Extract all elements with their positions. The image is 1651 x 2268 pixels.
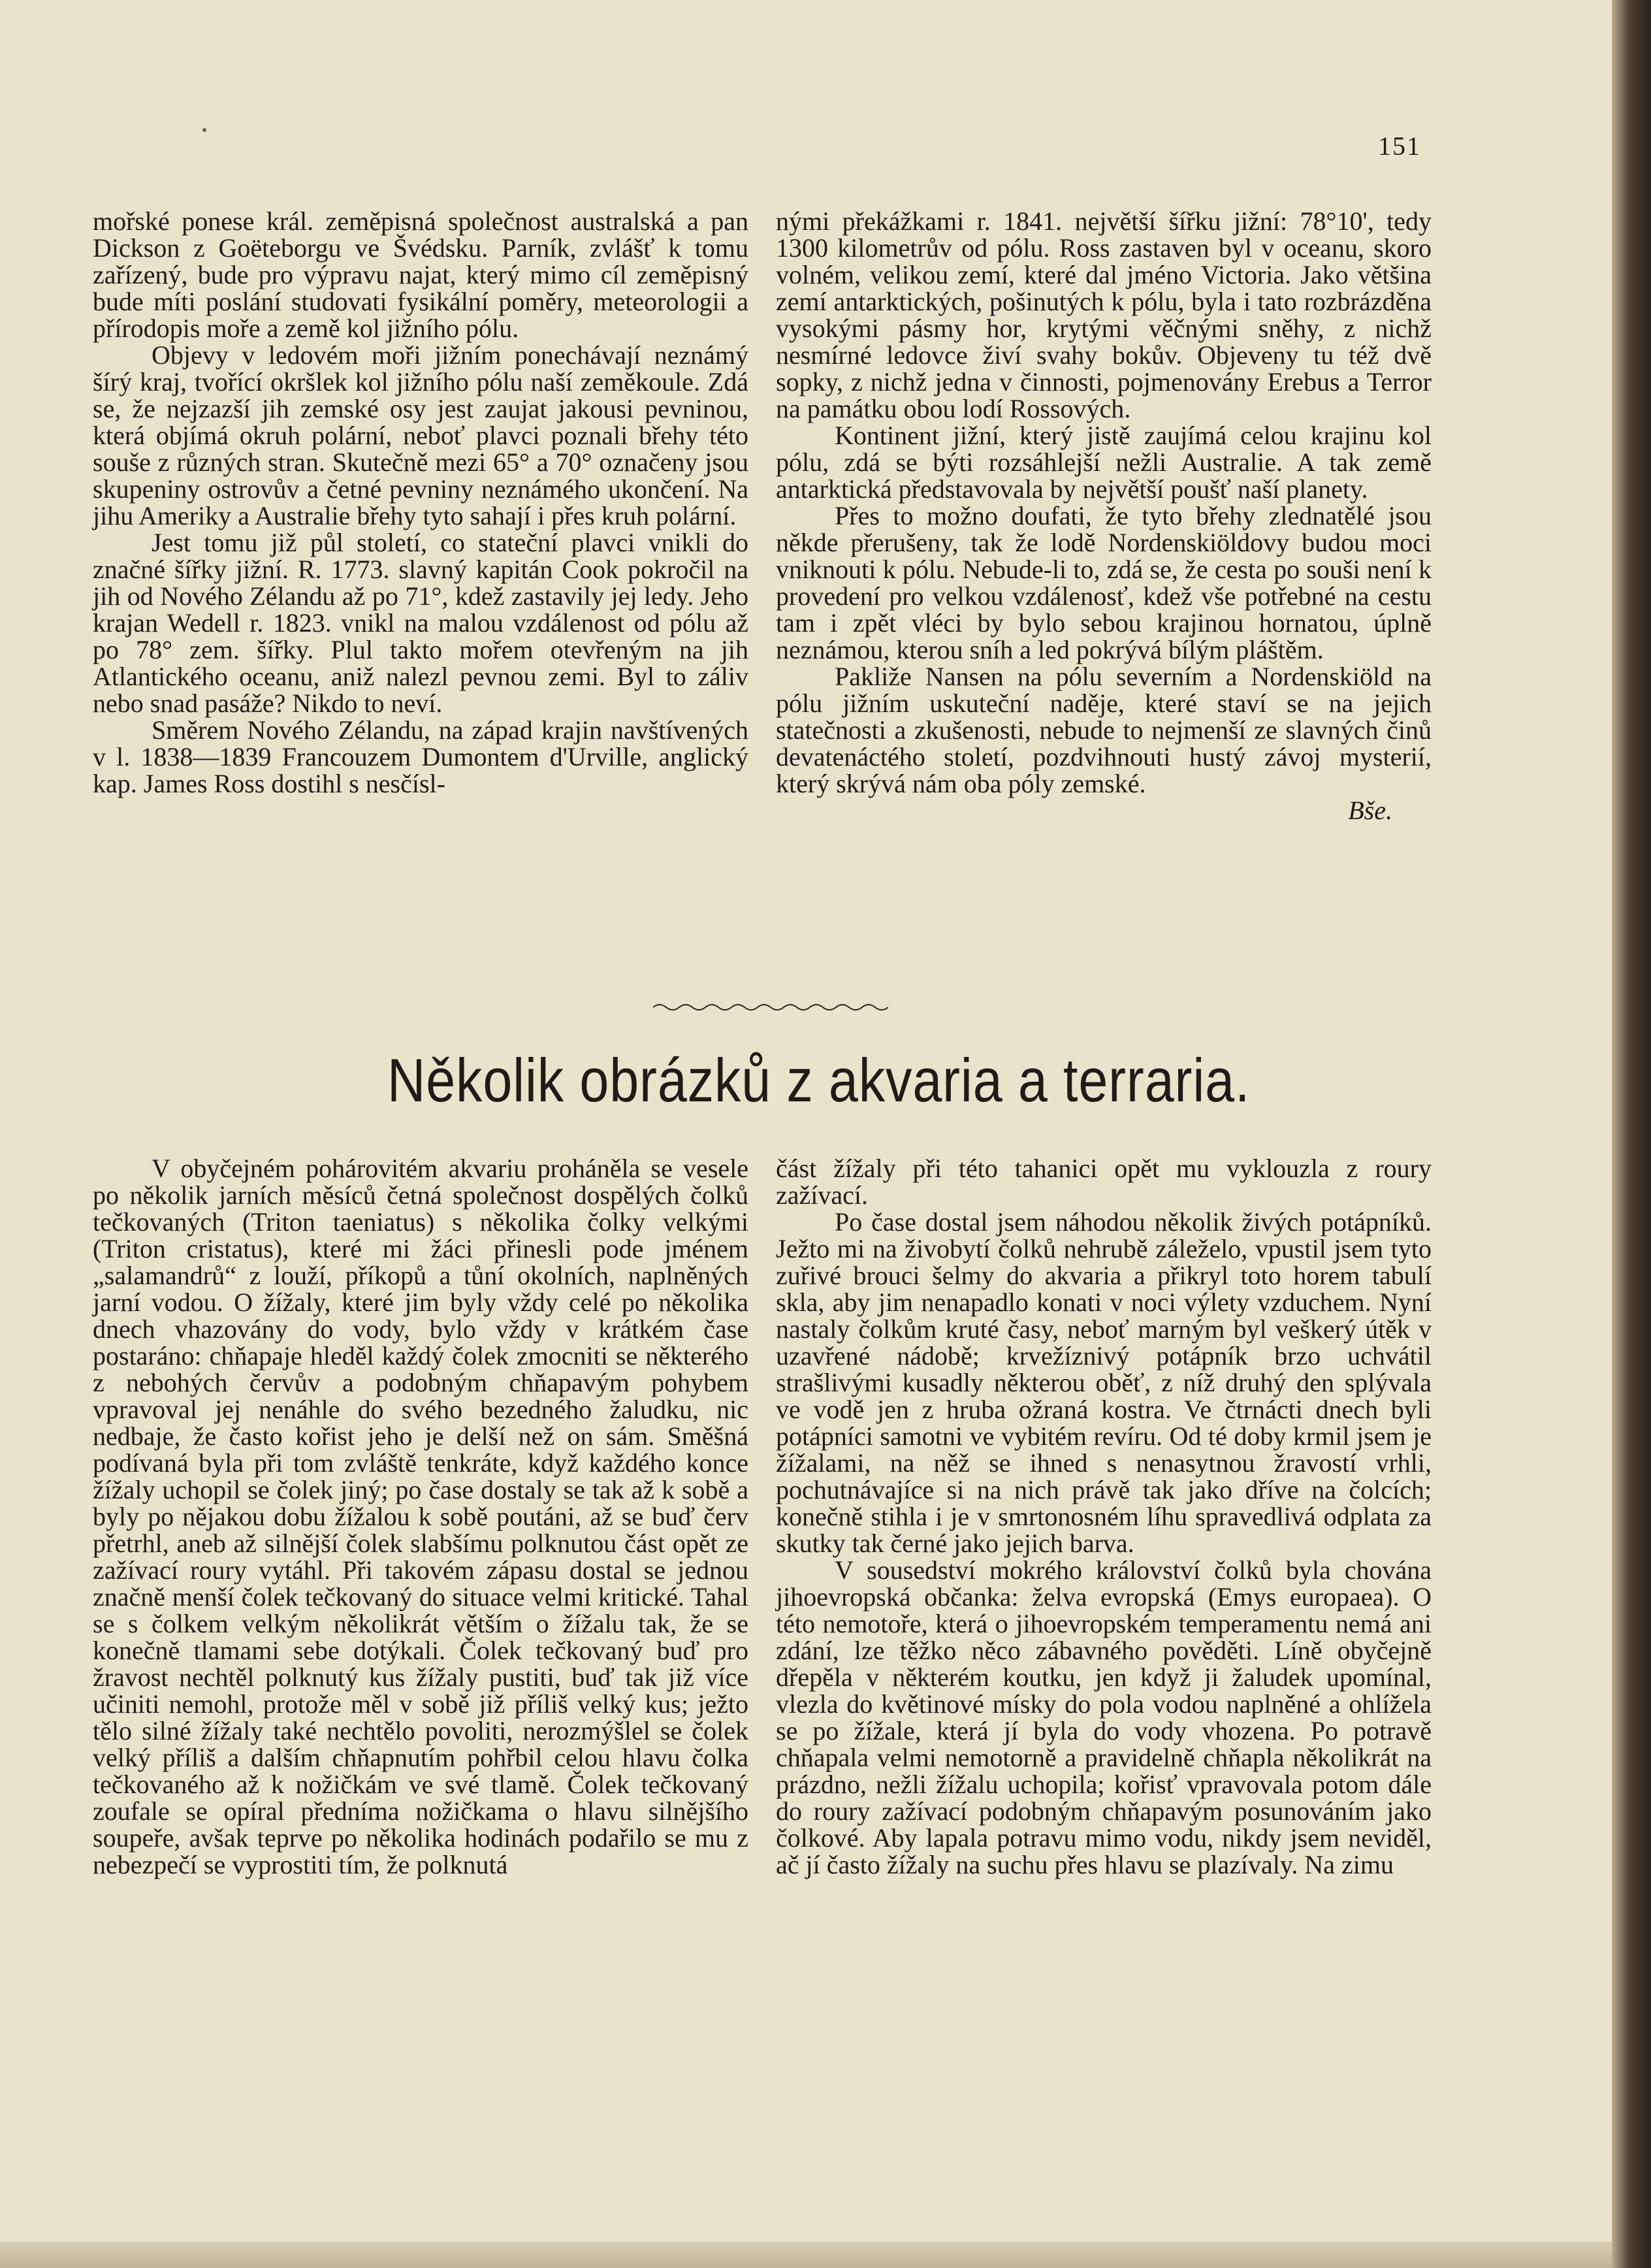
paragraph: část žížaly při této tahanici opět mu vyklouzla z roury zažívací. [776, 1154, 1432, 1210]
paragraph: Pakliže Nansen na pólu severním a Nordenskiöld na pólu jižním uskuteční naděje, které staví se na jejich statečnosti a zkušenosti, nebude to nejmenší ze slavných činů devatenáctého století, pozdvihnouti hustý závoj mysterií, který skrývá nám oba póly zemské. [776, 662, 1432, 798]
page-bottom-edge [0, 2242, 1651, 2268]
author-signature: Bše. [1348, 796, 1392, 825]
paragraph: Směrem Nového Zélandu, na západ krajin navštívených v l. 1838—1839 Francouzem Dumontem d'Urville, anglický kap. James Ross dostihl s nesčísl- [93, 715, 748, 798]
section-divider-ornament [653, 999, 888, 1015]
article2-column-left [93, 1155, 748, 1878]
ink-speck [202, 128, 206, 132]
paragraph: Objevy v ledovém moři jižním ponechávají neznámý šírý kraj, tvořící okršlek kol jižního pólu naší zeměkoule. Zdá se, že nejzazší jih zemské osy jest zaujat jakousi pevninou, která objímá okruh polární, neboť plavci poznali břehy této souše z různých stran. Skutečně mezi 65° a 70° označeny jsou skupeniny ostrovův a četné pevniny neznámého ukončení. Na jihu Ameriky a Australie břehy tyto sahají i přes kruh polární. [93, 340, 748, 530]
paragraph: Kontinent jižní, který jistě zaujímá celou krajinu kol pólu, zdá se býti rozsáhlejší nežli Australie. A tak země antarktická představovala by největší poušť naší planety. [776, 421, 1432, 504]
article1-column-left [93, 208, 748, 797]
paragraph: Po čase dostal jsem náhodou několik živých potápníků. Ježto mi na živobytí čolků nehrubě záleželo, vpustil jsem tyto zuřivé brouci šelmy do akvaria a přikryl toto horem tabulí skla, aby jim nenapadlo konati v noci výlety vzduchem. Nyní nastaly čolkům kruté časy, neboť marným byl veškerý útěk v uzavřené nádobě; krvežíznivý potápník brzo uchvátil strašlivými kusadly některou oběť, z níž druhý den splývala ve vodě jen z hruba ožraná kostra. Ve čtrnácti dnech byli potápníci samotni ve vybitém revíru. Od té doby krmil jsem je žížalami, na něž se ihned s nenasytnou žravostí vrhli, pochutnávajíce si na nich právě tak jako dříve na čolcích; konečně stihla i je v smrtonosném líhu spravedlivá odplata za skutky tak černé jako jejich barva. [776, 1207, 1432, 1558]
article1-column-right [776, 208, 1432, 824]
paragraph: V sousedství mokrého království čolků byla chována jihoevropská občanka: želva evropská (Emys europaea). O této nemotoře, která o jihoevropském temperamentu nemá ani zdání, lze těžko něco zábavného pověděti. Líně obyčejně dřepěla v některém koutku, jen když ji žaludek upomínal, vlezla do květinové mísky do pola vodou naplněné a ohlížela se po žížale, která jí byla do vody vhozena. Po potravě chňapala velmi nemotorně a pravidelně chňapla několikrát na prázdno, nežli žížalu uchopila; kořisť vpravovala potom dále do roury zažívací podobným chňapavým posunováním jako čolkové. Aby lapala potravu mimo vodu, nikdy jsem neviděl, ač jí často žížaly na suchu přes hlavu se plazívaly. Na zimu [776, 1555, 1432, 1879]
article2-column-right [776, 1155, 1432, 1878]
paragraph: Jest tomu již půl století, co stateční plavci vnikli do značné šířky jižní. R. 1773. slavný kapitán Cook pokročil na jih od Nového Zélandu až po 71°, kdež zastavily jej ledy. Jeho krajan Wedell r. 1823. vnikl na malou vzdálenost od pólu až po 78° zem. šířky. Plul takto mořem otevřeným na jih Atlantického oceanu, aniž nalezl pevnou zemi. Byl to záliv nebo snad pasáže? Nikdo to neví. [93, 528, 748, 718]
page-number: 151 [1378, 131, 1421, 161]
paragraph: V obyčejném pohárovitém akvariu proháněla se vesele po několik jarních měsíců četná společnost dospělých čolků tečkovaných (Triton taeniatus) s několika čolky velkými (Triton cristatus), které mi žáci přinesli pode jménem „salamandrů“ z louží, příkopů a tůní okolních, naplněných jarní vodou. O žížaly, které jim byly vždy celé po několika dnech vhazovány do vody, bylo vždy v krátkém čase postaráno: chňapaje hleděl každý čolek zmocniti se některého z nebohých červův a podobným chňapavým pohybem vpravoval jej nenáhle do svého bezedného žaludku, nic nedbaje, že často kořist jeho je delší než on sám. Směšná podívaná byla při tom zvláště tenkráte, když každého konce žížaly uchopil se čolek jiný; po čase dostaly se tak až k sobě a byly po nějakou dobu žížalou k sobě poutáni, až se buď červ přetrhl, aneb až silnější čolek slabšímu polknutou část opět ze zažívací roury vytáhl. Při takovém zápasu dostal se jednou značně menší čolek tečkovaný do situace velmi kritické. Tahal se s čolkem velkým několikrát větším o žížalu tak, že se konečně tlamami sebe dotýkali. Čolek tečkovaný buď pro žravost nechtěl polknutý kus žížaly pustiti, buď tak již více učiniti nemohl, protože měl v sobě již příliš velký kus; ježto tělo silné žížaly také nechtělo povoliti, nerozmýšlel se čolek velký příliš a dalším chňapnutím pohřbil celou hlavu čolka tečkovaného až k nožičkám ve své tlamě. Čolek tečkovaný zoufale se opíral předníma nožičkama o hlavu silnějšího soupeře, avšak teprve po několika hodinách podařilo se mu z nebezpečí se vyprostiti tím, že polknutá [93, 1154, 748, 1879]
binding-shadow [1612, 0, 1651, 2268]
article-title: Několik obrázků z akvaria a terraria. [387, 1046, 1251, 1114]
paragraph: Přes to možno doufati, že tyto břehy zlednatělé jsou někde přerušeny, tak že lodě Nordenskiöldovy budou moci vniknouti k pólu. Nebude-li to, zdá se, že cesta po souši není k provedení pro velkou vzdálenosť, kdež vše potřebné na cestu tam i zpět vléci by bylo sebou krajinou hornatou, úplně neznámou, kterou sníh a led pokrývá bílým pláštěm. [776, 501, 1432, 664]
paragraph: mořské ponese král. zeměpisná společnost australská a pan Dickson z Goëteborgu ve Švédsku. Parník, zvlášť k tomu zařízený, bude pro výpravu najat, který mimo cíl zeměpisný bude míti poslání studovati fysikální poměry, meteorologii a přírodopis moře a země kol jižního pólu. [93, 206, 748, 343]
paragraph: nými překážkami r. 1841. největší šířku jižní: 78°10', tedy 1300 kilometrův od pólu. Ross zastaven byl v oceanu, skoro volném, velikou zemí, které dal jméno Victoria. Jako většina zemí antarktických, pošinutých k pólu, byla i tato rozbrázděna vysokými pásmy hor, krytými věčnými sněhy, z nichž nesmírné ledovce živí svahy bokův. Objeveny tu též dvě sopky, z nichž jedna v činnosti, pojmenovány Erebus a Terror na památku obou lodí Rossových. [776, 206, 1432, 423]
